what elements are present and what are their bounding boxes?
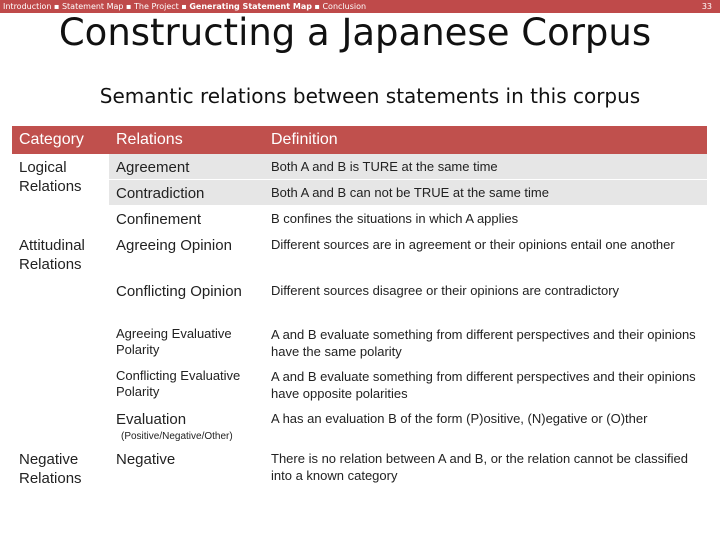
nav-item-introduction[interactable]: Introduction — [3, 2, 52, 11]
relation-cell: Conflicting Opinion — [116, 282, 242, 300]
table-row — [12, 364, 707, 406]
section-breadcrumb: Introduction ▪ Statement Map ▪ The Project ▪ Generating Statement Map ▪ Conclusion — [3, 2, 367, 11]
table-row — [12, 232, 707, 278]
header-category: Category — [12, 126, 109, 154]
definition-cell: A has an evaluation B of the form (P)ositive, (N)egative or (O)ther — [271, 410, 648, 426]
category-negative: Negative Relations — [19, 450, 82, 487]
slide-subtitle: Semantic relations between statements in this corpus — [99, 84, 641, 108]
header-definition: Definition — [264, 126, 707, 154]
nav-item-conclusion[interactable]: Conclusion — [322, 2, 367, 11]
category-attitudinal: Attitudinal Relations — [19, 236, 85, 273]
definition-cell: There is no relation between A and B, or the relation cannot be classified into a known category — [271, 450, 688, 483]
relation-cell: Negative — [116, 450, 176, 468]
table-row — [12, 446, 707, 494]
nav-item-statement-map[interactable]: Statement Map — [61, 2, 124, 11]
relation-cell: Agreeing Evaluative Polarity — [116, 325, 232, 357]
definition-cell: Different sources are in agreement or their opinions entail one another — [271, 236, 675, 252]
relation-cell: Agreement — [109, 154, 264, 180]
nav-item-generating-statement-map[interactable]: Generating Statement Map — [189, 2, 312, 11]
definition-cell: Both A and B is TURE at the same time — [264, 154, 707, 180]
page-number: 33 — [701, 2, 712, 11]
category-logical: Logical Relations — [12, 154, 109, 232]
table-row — [12, 406, 707, 446]
table-row — [12, 322, 707, 364]
table-row — [12, 154, 707, 180]
definition-cell: Both A and B can not be TRUE at the same time — [264, 180, 707, 206]
header-relations: Relations — [109, 126, 264, 154]
slide-title: Constructing a Japanese Corpus — [58, 11, 652, 54]
definition-cell: A and B evaluate something from different perspectives and their opinions have the same polarity — [271, 326, 696, 359]
relation-cell: Confinement — [116, 211, 202, 228]
table-row — [12, 206, 707, 232]
relation-cell — [109, 406, 264, 446]
relations-table — [12, 126, 707, 494]
relation-name: Evaluation — [116, 410, 187, 428]
table-row — [12, 180, 707, 206]
relation-cell: Agreeing Opinion — [116, 236, 232, 254]
table-row — [12, 278, 707, 322]
nav-item-the-project[interactable]: The Project — [134, 2, 179, 11]
relation-cell: Conflicting Evaluative Polarity — [116, 367, 241, 399]
definition-cell: B confines the situations in which A applies — [271, 211, 519, 226]
definition-cell: A and B evaluate something from different perspectives and their opinions have opposite polarities — [271, 368, 696, 401]
table-header-row — [12, 126, 707, 154]
relation-cell: Contradiction — [109, 180, 264, 206]
definition-cell: Different sources disagree or their opinions are contradictory — [271, 282, 620, 298]
relation-note: (Positive/Negative/Other) — [121, 430, 233, 442]
